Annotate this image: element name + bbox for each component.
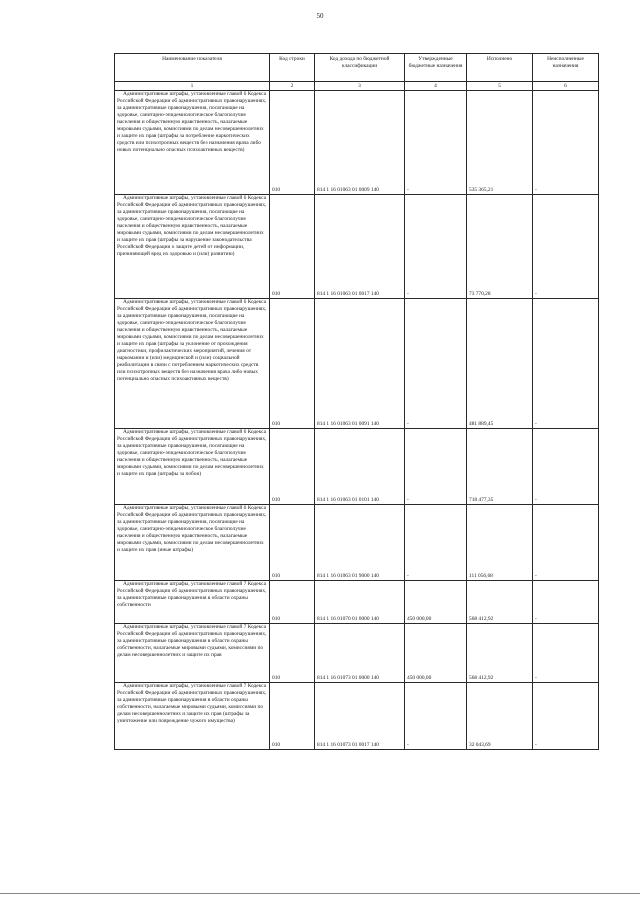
line-code: 010 <box>270 91 315 195</box>
table-row <box>115 91 599 195</box>
table-row <box>115 683 599 750</box>
line-code: 010 <box>270 195 315 299</box>
line-code: 010 <box>270 581 315 624</box>
column-number: 4 <box>405 82 467 91</box>
budget-code: 814 1 16 01063 01 0101 140 <box>315 429 405 505</box>
indicator-name: Административные штрафы, установленные главой 7 Кодекса Российской Федерации об административных правонарушениях, за административные правонарушения в области охраны собственности, налагаемые мировыми судьями, комиссиями по делам несовершеннолетних и защите их прав <box>115 624 270 683</box>
unexecuted-value: - <box>533 299 599 429</box>
unexecuted-value: - <box>533 624 599 683</box>
unexecuted-value: - <box>533 429 599 505</box>
table-row <box>115 299 599 429</box>
table-row <box>115 624 599 683</box>
approved-value: - <box>405 683 467 750</box>
table-row <box>115 195 599 299</box>
budget-code: 814 1 16 01070 01 0000 140 <box>315 581 405 624</box>
table-row <box>115 581 599 624</box>
table-row <box>115 505 599 581</box>
executed-value: 481 889,45 <box>467 299 533 429</box>
approved-value: 450 000,00 <box>405 624 467 683</box>
unexecuted-value: - <box>533 683 599 750</box>
budget-code: 814 1 16 01063 01 0009 140 <box>315 91 405 195</box>
executed-value: 535 365,21 <box>467 91 533 195</box>
indicator-name: Административные штрафы, установленные главой 6 Кодекса Российской Федерации об административных правонарушениях, за административные правонарушения, посягающие на здоровье, санитарно-эпидемиологическое благополучие населения и общественную нравственность, налагаемые мировыми судьями, комиссиями по делам несовершеннолетних и защите их прав (штрафы за нарушение законодательства Российской Федерации о защите детей от информации, причиняющей вред их здоровью и (или) развитию) <box>115 195 270 299</box>
table-row <box>115 429 599 505</box>
header-approved: Утвержденные бюджетные назначения <box>405 54 467 82</box>
unexecuted-value: - <box>533 91 599 195</box>
line-code: 010 <box>270 429 315 505</box>
column-number: 5 <box>467 82 533 91</box>
budget-code: 814 1 16 01063 01 0017 140 <box>315 195 405 299</box>
budget-code: 814 1 16 01063 01 0091 140 <box>315 299 405 429</box>
approved-value: - <box>405 195 467 299</box>
header-indicator-name: Наименование показателя <box>115 54 270 82</box>
header-unexecuted: Неисполненные назначения <box>533 54 599 82</box>
approved-value: - <box>405 429 467 505</box>
line-code: 010 <box>270 505 315 581</box>
column-number: 2 <box>270 82 315 91</box>
approved-value: - <box>405 299 467 429</box>
line-code: 010 <box>270 683 315 750</box>
indicator-name: Административные штрафы, установленные главой 7 Кодекса Российской Федерации об административных правонарушениях, за административные правонарушения в области охраны собственности, налагаемые мировыми судьями, комиссиями по делам несовершеннолетних и защите их прав (штрафы за уничтожение или повреждение чужого имущества) <box>115 683 270 750</box>
budget-code: 814 1 16 01063 01 9000 140 <box>315 505 405 581</box>
executed-value: 718 477,35 <box>467 429 533 505</box>
approved-value: - <box>405 91 467 195</box>
executed-value: 568 412,92 <box>467 581 533 624</box>
approved-value: 450 000,00 <box>405 581 467 624</box>
indicator-name: Административные штрафы, установленные главой 6 Кодекса Российской Федерации об административных правонарушениях, за административные правонарушения, посягающие на здоровье, санитарно-эпидемиологическое благополучие населения и общественную нравственность, налагаемые мировыми судьями, комиссиями по делам несовершеннолетних и защите их прав (штрафы за уклонение от прохождения диагностики, профилактических мероприятий, лечения от наркомании и (или) медицинской и (или) социальной реабилитации в связи с потреблением наркотических средств или психотропных веществ без назначения врача либо новых потенциально опасных психоактивных веществ) <box>115 299 270 429</box>
unexecuted-value: - <box>533 195 599 299</box>
header-row <box>115 54 599 82</box>
page-bottom-rule <box>0 893 640 894</box>
executed-value: 73 770,28 <box>467 195 533 299</box>
executed-value: 568 412,92 <box>467 624 533 683</box>
column-number-row <box>115 82 599 91</box>
header-line-code: Код строки <box>270 54 315 82</box>
line-code: 010 <box>270 299 315 429</box>
indicator-name: Административные штрафы, установленные главой 7 Кодекса Российской Федерации об административных правонарушениях, за административные правонарушения в области охраны собственности <box>115 581 270 624</box>
indicator-name: Административные штрафы, установленные главой 6 Кодекса Российской Федерации об административных правонарушениях, за административные правонарушения, посягающие на здоровье, санитарно-эпидемиологическое благополучие населения и общественную нравственность, налагаемые мировыми судьями, комиссиями по делам несовершеннолетних и защите их прав (иные штрафы) <box>115 505 270 581</box>
page-number: 50 <box>316 12 324 20</box>
column-number: 3 <box>315 82 405 91</box>
column-number: 1 <box>115 82 270 91</box>
indicator-name: Административные штрафы, установленные главой 6 Кодекса Российской Федерации об административных правонарушениях, за административные правонарушения, посягающие на здоровье, санитарно-эпидемиологическое благополучие населения и общественную нравственность, налагаемые мировыми судьями, комиссиями по делам несовершеннолетних и защите их прав (штрафы за побои) <box>115 429 270 505</box>
executed-value: 111 056,68 <box>467 505 533 581</box>
line-code: 010 <box>270 624 315 683</box>
header-executed: Исполнено <box>467 54 533 82</box>
budget-code: 814 1 16 01073 01 0000 140 <box>315 624 405 683</box>
unexecuted-value: - <box>533 581 599 624</box>
column-number: 6 <box>533 82 599 91</box>
report-table <box>114 53 599 750</box>
executed-value: 32 043,69 <box>467 683 533 750</box>
header-budget-code: Код дохода по бюджетной классификации <box>315 54 405 82</box>
indicator-name: Административные штрафы, установленные главой 6 Кодекса Российской Федерации об административных правонарушениях, за административные правонарушения, посягающие на здоровье, санитарно-эпидемиологическое благополучие населения и общественную нравственность, налагаемые мировыми судьями, комиссиями по делам несовершеннолетних и защите их прав (штрафы за потребление наркотических средств или психотропных веществ без назначения врача либо новых потенциально опасных психоактивных веществ) <box>115 91 270 195</box>
unexecuted-value: - <box>533 505 599 581</box>
budget-code: 814 1 16 01073 01 0017 140 <box>315 683 405 750</box>
approved-value: - <box>405 505 467 581</box>
